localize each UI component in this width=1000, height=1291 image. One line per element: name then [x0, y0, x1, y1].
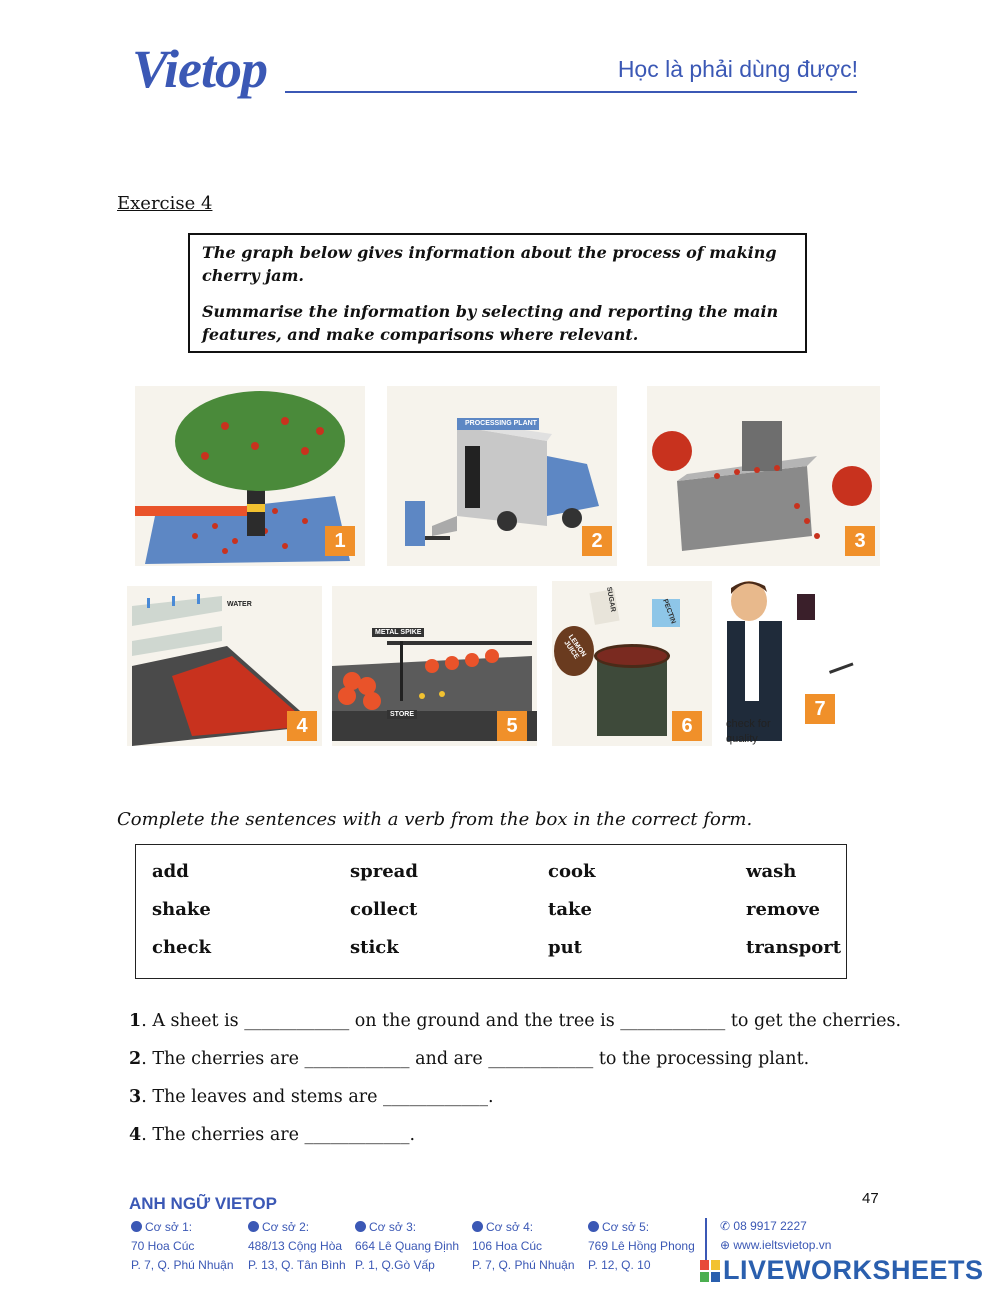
word-wash: wash — [746, 861, 797, 882]
word-check: check — [152, 937, 211, 958]
branch-3-name: Cơ sở 3: — [369, 1220, 417, 1234]
footer-brand: ANH NGỮ VIETOP — [129, 1194, 277, 1213]
word-stick: stick — [350, 937, 399, 958]
step-number-6: 6 — [672, 711, 702, 741]
step-5-panel — [332, 586, 537, 746]
sentence-4-number: 4 — [129, 1125, 142, 1145]
word-take: take — [548, 899, 592, 920]
step-number-5: 5 — [497, 711, 527, 741]
sentence-1 — [129, 1011, 901, 1031]
watermark-text: LIVEWORKSHEETS — [723, 1255, 984, 1285]
processing-plant-label: PROCESSING PLANT — [465, 420, 537, 427]
location-pin-icon — [248, 1221, 259, 1232]
globe-icon: ⊕ — [720, 1238, 734, 1252]
branch-2 — [248, 1218, 346, 1275]
liveworksheets-logo-icon — [700, 1260, 720, 1282]
step-6-panel — [552, 581, 712, 746]
step-4-panel — [127, 586, 322, 746]
liveworksheets-watermark — [700, 1255, 984, 1286]
footer-phone — [720, 1219, 807, 1233]
page-number: 47 — [862, 1190, 879, 1207]
cherry-jam-process-illustration — [127, 386, 880, 761]
phone-icon: ✆ — [720, 1219, 734, 1233]
branch-3 — [355, 1218, 459, 1275]
sentence-3 — [129, 1087, 494, 1107]
branch-3-line2: P. 1, Q.Gò Vấp — [355, 1258, 435, 1272]
sentence-2 — [129, 1049, 809, 1069]
step-3-panel — [647, 386, 880, 566]
location-pin-icon — [355, 1221, 366, 1232]
branch-1-name: Cơ sở 1: — [145, 1220, 193, 1234]
quality-caption-line1: check for — [726, 718, 771, 730]
branch-2-line2: P. 13, Q. Tân Bình — [248, 1258, 346, 1272]
branch-4-line1: 106 Hoa Cúc — [472, 1239, 543, 1253]
sentence-2-number: 2 — [129, 1049, 142, 1069]
step-number-3: 3 — [845, 526, 875, 556]
website-url: www.ieltsvietop.vn — [733, 1238, 832, 1252]
sentence-3-text: . The leaves and stems are ____________. — [141, 1087, 494, 1107]
header-slogan: Học là phải dùng được! — [617, 56, 858, 82]
word-collect: collect — [350, 899, 418, 920]
branch-4 — [472, 1218, 575, 1275]
word-cook: cook — [548, 861, 596, 882]
phone-number: 08 9917 2227 — [733, 1219, 807, 1233]
branch-3-line1: 664 Lê Quang Định — [355, 1239, 460, 1253]
location-pin-icon — [131, 1221, 142, 1232]
location-pin-icon — [588, 1221, 599, 1232]
vietop-logo: Vietop — [132, 39, 268, 99]
branch-1-line1: 70 Hoa Cúc — [131, 1239, 195, 1253]
word-shake: shake — [152, 899, 211, 920]
sentence-3-number: 3 — [129, 1087, 142, 1107]
branch-1-line2: P. 7, Q. Phú Nhuận — [131, 1258, 234, 1272]
pectin-label: PECTIN — [661, 598, 677, 625]
word-transport: transport — [746, 937, 842, 958]
store-label: STORE — [387, 710, 417, 719]
branch-1 — [131, 1218, 234, 1275]
task-box — [188, 233, 807, 353]
step-number-7: 7 — [805, 694, 835, 724]
sentence-1-text: . A sheet is ____________ on the ground and the tree is ____________ to get the cherries. — [141, 1011, 902, 1031]
word-spread: spread — [350, 861, 418, 882]
word-put: put — [548, 937, 582, 958]
quality-caption-line2: quality — [726, 733, 758, 745]
step-number-1: 1 — [325, 526, 355, 556]
branch-5 — [588, 1218, 695, 1275]
step-1-panel — [135, 386, 365, 566]
branch-4-line2: P. 7, Q. Phú Nhuận — [472, 1258, 575, 1272]
task-line-1: The graph below gives information about the process of making cherry jam. — [202, 243, 777, 285]
sentence-2-text: . The cherries are ____________ and are ____________ to the processing plant. — [141, 1049, 810, 1069]
task-line-2: Summarise the information by selecting and reporting the main features, and make comparisons where relevant. — [202, 302, 779, 344]
branch-5-line1: 769 Lê Hồng Phong — [588, 1239, 695, 1253]
branch-4-name: Cơ sở 4: — [486, 1220, 534, 1234]
word-remove: remove — [746, 899, 820, 920]
step-2-panel — [387, 386, 617, 566]
water-label: WATER — [227, 601, 252, 608]
sentence-1-number: 1 — [129, 1011, 142, 1031]
step-number-4: 4 — [287, 711, 317, 741]
sentence-4-text: . The cherries are ____________. — [141, 1125, 416, 1145]
sentence-4 — [129, 1125, 415, 1145]
word-add: add — [152, 861, 189, 882]
verb-word-box — [135, 844, 847, 979]
instruction-text: Complete the sentences with a verb from the box in the correct form. — [117, 809, 753, 830]
exercise-title: Exercise 4 — [117, 193, 213, 214]
branch-2-name: Cơ sở 2: — [262, 1220, 310, 1234]
header-divider — [285, 91, 857, 93]
lemon-juice-label: LEMON JUICE — [562, 633, 587, 661]
branch-5-name: Cơ sở 5: — [602, 1220, 650, 1234]
branch-5-line2: P. 12, Q. 10 — [588, 1258, 651, 1272]
metal-spike-label: METAL SPIKE — [372, 628, 424, 637]
location-pin-icon — [472, 1221, 483, 1232]
sugar-label: SUGAR — [604, 586, 617, 613]
branch-2-line1: 488/13 Cộng Hòa — [248, 1239, 343, 1253]
footer-website — [720, 1238, 831, 1252]
step-7-panel — [717, 576, 880, 761]
step-number-2: 2 — [582, 526, 612, 556]
